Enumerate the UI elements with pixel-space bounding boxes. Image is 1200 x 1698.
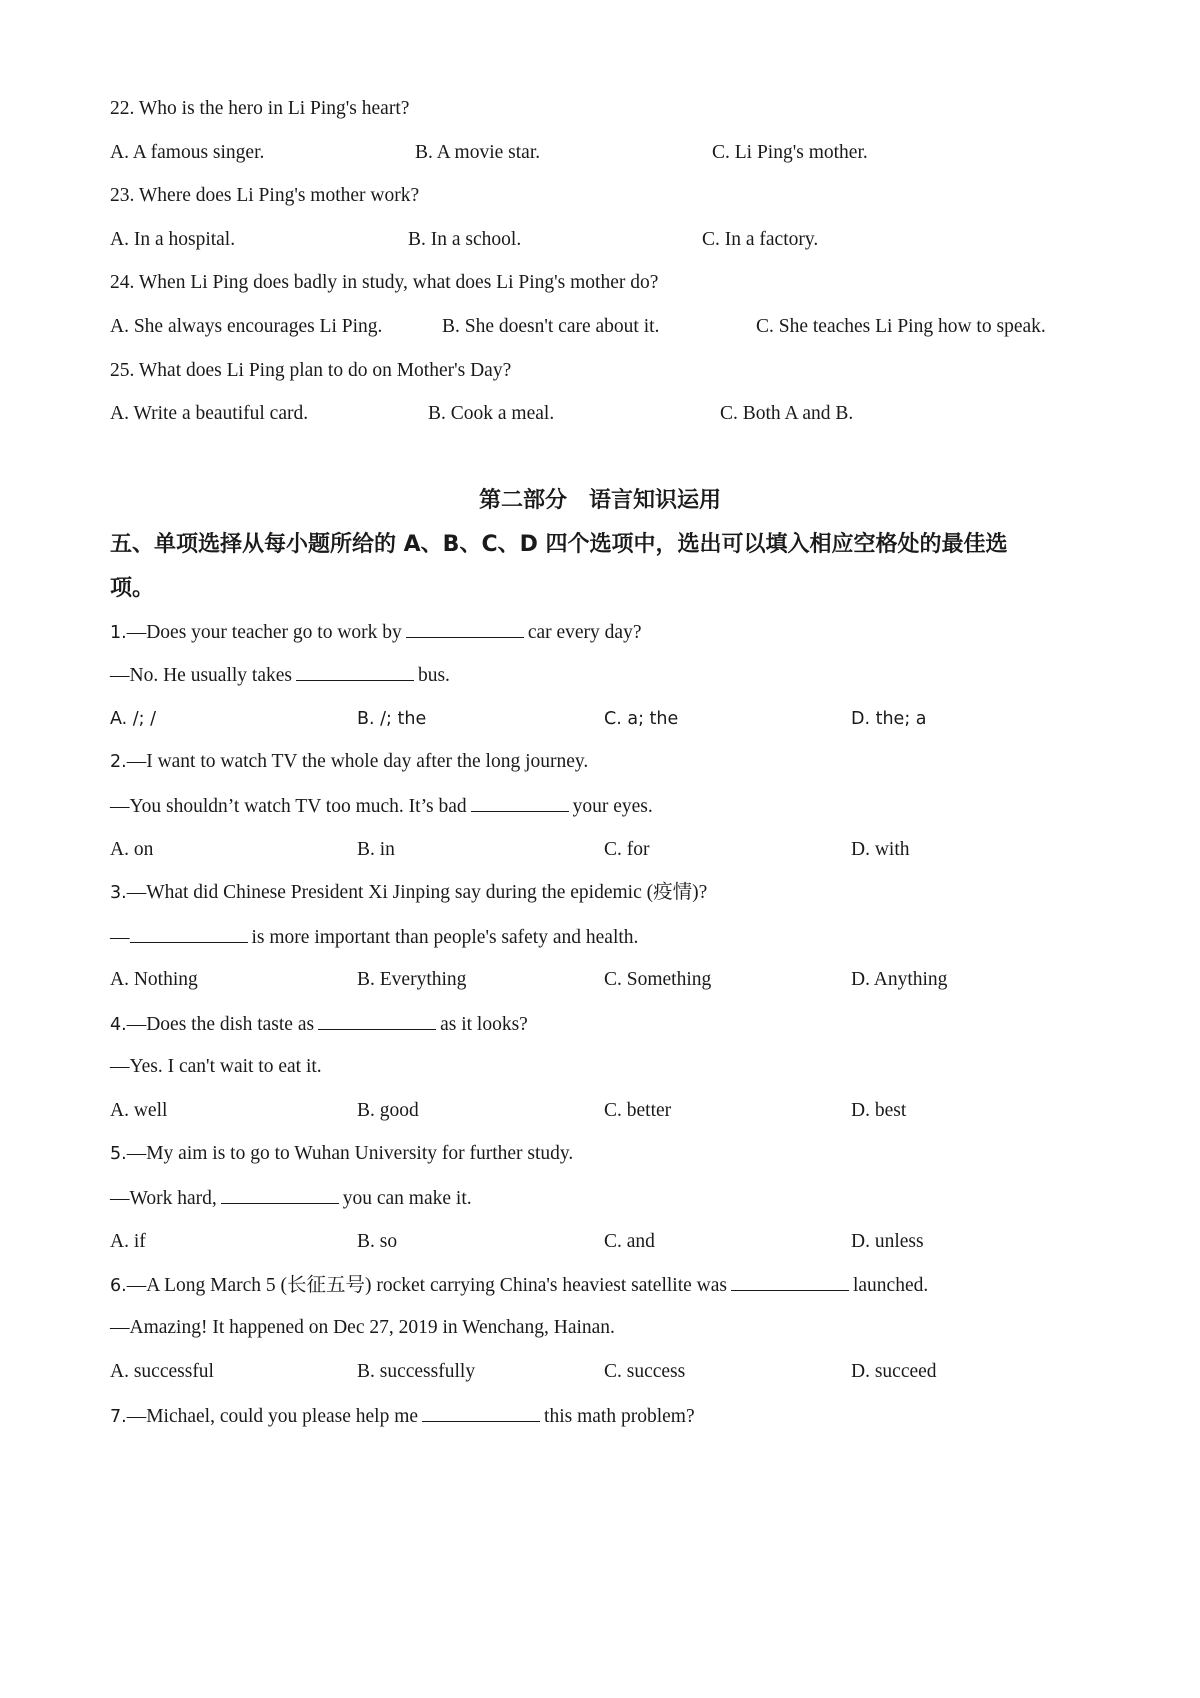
mc-2-question: 2.—I want to watch TV the whole day after the long journey. (110, 751, 589, 772)
mc-number: 2. (110, 752, 127, 772)
q23-option-a: A. In a hospital. (110, 229, 236, 250)
answer-blank (130, 924, 248, 943)
mc-number: 4. (110, 1015, 127, 1035)
section-five-instruction: 五、单项选择从每小题所给的 A、B、C、D 四个选项中，选出可以填入相应空格处的最佳选 (110, 532, 1008, 557)
question-22-stem: 22. Who is the hero in Li Ping's heart? (110, 98, 410, 119)
q22-option-c: C. Li Ping's mother. (712, 142, 868, 163)
q22-option-a: A. A famous singer. (110, 142, 265, 163)
mc-1-response: —No. He usually takes bus. (110, 662, 450, 689)
question-25-stem: 25. What does Li Ping plan to do on Mother's Day? (110, 360, 512, 381)
mc-1-option-d: D. the; a (851, 709, 927, 729)
mc-7-question: 7.—Michael, could you please help me this math problem? (110, 1403, 695, 1430)
answer-blank (406, 619, 524, 638)
q22-option-b: B. A movie star. (415, 142, 541, 163)
mc-2-option-b: B. in (357, 839, 395, 860)
mc-3-option-b: B. Everything (357, 969, 467, 990)
mc-number: 5. (110, 1144, 127, 1164)
q25-option-a: A. Write a beautiful card. (110, 403, 309, 424)
answer-blank (296, 662, 414, 681)
mc-4-option-b: B. good (357, 1100, 419, 1121)
mc-6-option-a: A. successful (110, 1361, 214, 1382)
mc-5-option-d: D. unless (851, 1231, 924, 1252)
mc-4-option-c: C. better (604, 1100, 672, 1121)
mc-2-response: —You shouldn’t watch TV too much. It’s bad your eyes. (110, 793, 653, 820)
mc-1-option-c: C. a; the (604, 709, 679, 729)
q25-option-c: C. Both A and B. (720, 403, 854, 424)
q24-option-c: C. She teaches Li Ping how to speak. (756, 316, 1046, 337)
mc-number: 7. (110, 1407, 127, 1427)
mc-2-option-c: C. for (604, 839, 650, 860)
mc-6-option-d: D. succeed (851, 1361, 937, 1382)
mc-3-option-d: D. Anything (851, 969, 948, 990)
mc-2-option-a: A. on (110, 839, 154, 860)
answer-blank (318, 1011, 436, 1030)
section-five-instruction-cont: 项。 (110, 576, 155, 601)
mc-6-question: 6.—A Long March 5 (长征五号) rocket carrying China's heaviest satellite was launched. (110, 1272, 928, 1299)
mc-5-option-a: A. if (110, 1231, 146, 1252)
mc-4-option-d: D. best (851, 1100, 907, 1121)
mc-1-option-a: A. /; / (110, 709, 157, 729)
q24-option-a: A. She always encourages Li Ping. (110, 316, 383, 337)
mc-1-option-b: B. /; the (357, 709, 427, 729)
mc-2-option-d: D. with (851, 839, 910, 860)
mc-6-option-b: B. successfully (357, 1361, 476, 1382)
question-24-stem: 24. When Li Ping does badly in study, what does Li Ping's mother do? (110, 272, 659, 293)
q24-option-b: B. She doesn't care about it. (442, 316, 660, 337)
q23-option-b: B. In a school. (408, 229, 522, 250)
mc-5-question: 5.—My aim is to go to Wuhan University for further study. (110, 1143, 574, 1164)
mc-6-option-c: C. success (604, 1361, 686, 1382)
mc-5-option-c: C. and (604, 1231, 655, 1252)
mc-6-response: —Amazing! It happened on Dec 27, 2019 in Wenchang, Hainan. (110, 1317, 615, 1338)
mc-number: 1. (110, 623, 127, 643)
mc-5-option-b: B. so (357, 1231, 398, 1252)
mc-3-option-c: C. Something (604, 969, 712, 990)
answer-blank (471, 793, 569, 812)
mc-4-question: 4.—Does the dish taste as as it looks? (110, 1011, 528, 1038)
mc-number: 6. (110, 1276, 127, 1296)
mc-3-option-a: A. Nothing (110, 969, 198, 990)
mc-4-option-a: A. well (110, 1100, 168, 1121)
part-two-title: 第二部分 语言知识运用 (478, 488, 721, 513)
mc-3-question: 3.—What did Chinese President Xi Jinping say during the epidemic (疫情)? (110, 882, 708, 903)
question-23-stem: 23. Where does Li Ping's mother work? (110, 185, 420, 206)
answer-blank (731, 1272, 849, 1291)
mc-4-response: —Yes. I can't wait to eat it. (110, 1056, 322, 1077)
q23-option-c: C. In a factory. (702, 229, 819, 250)
mc-1-question: 1.—Does your teacher go to work by car every day? (110, 619, 641, 646)
mc-number: 3. (110, 883, 127, 903)
mc-5-response: —Work hard, you can make it. (110, 1185, 472, 1212)
q25-option-b: B. Cook a meal. (428, 403, 555, 424)
answer-blank (221, 1185, 339, 1204)
answer-blank (422, 1403, 540, 1422)
mc-3-response: — is more important than people's safety and health. (110, 924, 638, 951)
